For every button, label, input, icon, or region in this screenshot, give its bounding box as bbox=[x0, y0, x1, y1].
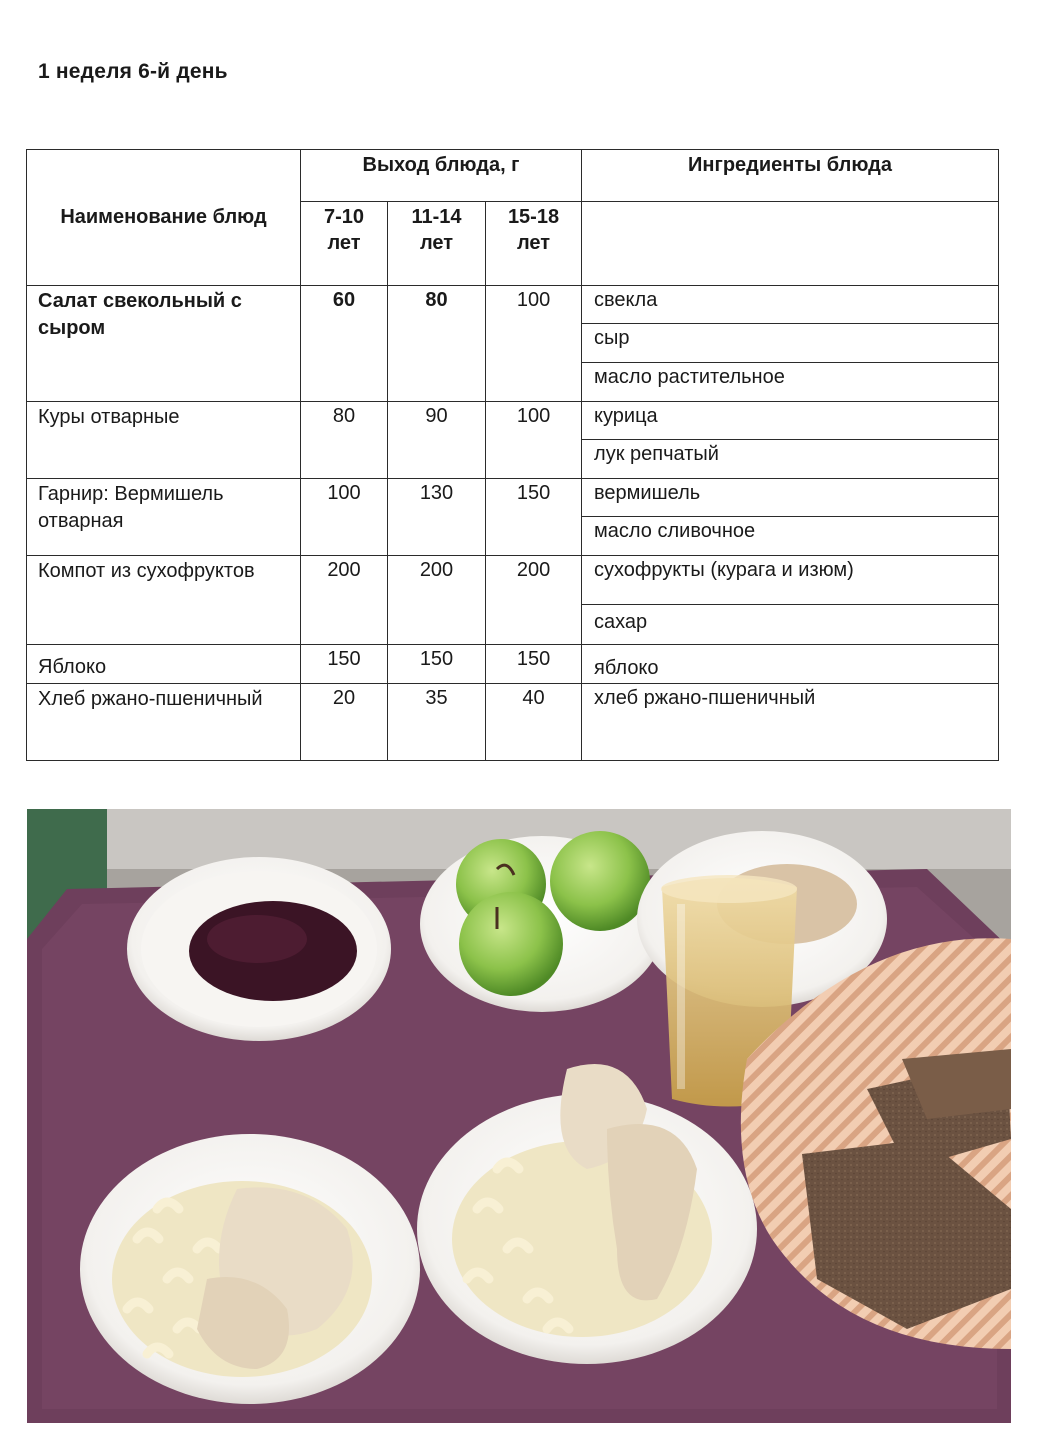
ingredient: курица bbox=[582, 402, 998, 440]
yield-11-14: 80 bbox=[388, 286, 486, 402]
ingredient: масло сливочное bbox=[594, 520, 756, 542]
yield-15-18: 100 bbox=[486, 402, 582, 479]
header-dish-name: Наименование блюд bbox=[27, 150, 301, 286]
yield-11-14: 35 bbox=[388, 684, 486, 761]
yield-7-10: 60 bbox=[301, 286, 388, 402]
ingredient: вермишель bbox=[582, 479, 998, 517]
header-ingredients-empty bbox=[582, 202, 999, 286]
page-title: 1 неделя 6-й день bbox=[38, 60, 228, 83]
beet-salad-bowl bbox=[127, 857, 391, 1041]
header-age-11-14: 11-14 лет bbox=[388, 202, 486, 286]
table-row bbox=[27, 684, 999, 761]
dish-name: Куры отварные bbox=[27, 402, 301, 479]
dish-name: Гарнир: Вермишель отварная bbox=[27, 479, 301, 556]
yield-15-18: 150 bbox=[486, 479, 582, 556]
ingredients-cell bbox=[582, 645, 999, 684]
yield-15-18: 100 bbox=[486, 286, 582, 402]
ingredients-cell bbox=[582, 286, 999, 402]
apple bbox=[459, 892, 563, 996]
ingredient: сахар bbox=[594, 611, 648, 633]
yield-15-18: 40 bbox=[486, 684, 582, 761]
table-row bbox=[27, 645, 999, 684]
ingredient: масло растительное bbox=[594, 366, 785, 388]
yield-7-10: 200 bbox=[301, 556, 388, 645]
table-row bbox=[27, 286, 999, 402]
header-age-7-10: 7-10 лет bbox=[301, 202, 388, 286]
ingredients-cell bbox=[582, 402, 999, 479]
yield-11-14: 130 bbox=[388, 479, 486, 556]
pasta-chicken-bowl-left bbox=[80, 1134, 420, 1404]
meal-photo-illustration bbox=[27, 809, 1011, 1423]
table-row bbox=[27, 556, 999, 645]
yield-15-18: 150 bbox=[486, 645, 582, 684]
yield-11-14: 150 bbox=[388, 645, 486, 684]
dish-name: Хлеб ржано-пшеничный bbox=[27, 684, 301, 761]
ingredient: хлеб ржано-пшеничный bbox=[594, 687, 816, 709]
ingredients-cell bbox=[582, 684, 999, 761]
table-row bbox=[27, 402, 999, 479]
yield-7-10: 100 bbox=[301, 479, 388, 556]
ingredient: яблоко bbox=[594, 657, 659, 679]
dish-name: Салат свекольный с сыром bbox=[27, 286, 301, 402]
dish-name: Компот из сухофруктов bbox=[27, 556, 301, 645]
ingredient: сухофрукты (курага и изюм) bbox=[582, 556, 998, 605]
ingredient: свекла bbox=[582, 286, 998, 324]
menu-table bbox=[26, 149, 999, 761]
header-yield: Выход блюда, г bbox=[301, 150, 582, 202]
apple bbox=[550, 831, 650, 931]
header-age-15-18: 15-18 лет bbox=[486, 202, 582, 286]
yield-11-14: 90 bbox=[388, 402, 486, 479]
yield-7-10: 80 bbox=[301, 402, 388, 479]
ingredient: сыр bbox=[582, 324, 998, 363]
header-ingredients: Ингредиенты блюда bbox=[582, 150, 999, 202]
table-row bbox=[27, 479, 999, 556]
ingredient: лук репчатый bbox=[594, 443, 719, 465]
yield-11-14: 200 bbox=[388, 556, 486, 645]
yield-15-18: 200 bbox=[486, 556, 582, 645]
yield-7-10: 20 bbox=[301, 684, 388, 761]
dish-name: Яблоко bbox=[27, 645, 301, 684]
ingredients-cell bbox=[582, 556, 999, 645]
yield-7-10: 150 bbox=[301, 645, 388, 684]
meal-photo bbox=[27, 809, 1011, 1423]
ingredients-cell bbox=[582, 479, 999, 556]
